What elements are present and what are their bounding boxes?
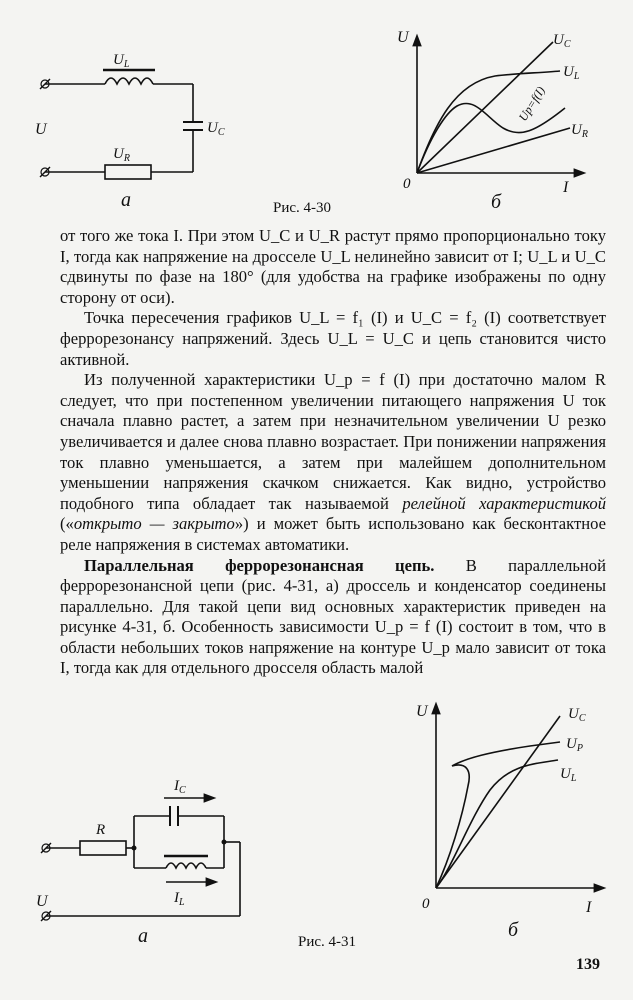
fig30-caption: Рис. 4-30 bbox=[273, 200, 332, 216]
fig31-graph bbox=[410, 698, 610, 948]
label-uc: $U_C$ bbox=[207, 120, 225, 138]
label-uc: $U_C$ bbox=[553, 32, 571, 50]
axis-u: U bbox=[397, 29, 409, 46]
fig30-graph bbox=[395, 28, 605, 213]
label-ul: $U_L$ bbox=[560, 766, 577, 784]
panel-label-b: б bbox=[491, 191, 502, 213]
label-ur: $U_R$ bbox=[571, 122, 588, 140]
curve-uc bbox=[436, 716, 560, 888]
origin: 0 bbox=[422, 896, 430, 912]
body-text bbox=[60, 226, 606, 679]
paragraph-2: Точка пересечения графиков U_L = f₁ (I) и U_C = f₂ (I) соответствует феррорезонансу напряжений. Здесь U_L = U_C и цепь становится чисто активной. bbox=[60, 308, 606, 369]
panel-label-a: а bbox=[121, 189, 131, 211]
label-u: U bbox=[35, 121, 47, 138]
curve-up bbox=[436, 742, 560, 888]
label-r: R bbox=[96, 822, 106, 838]
label-il: $I_L$ bbox=[174, 890, 185, 908]
label-up: $U_P$ bbox=[566, 736, 583, 754]
panel-label-b: б bbox=[508, 919, 519, 941]
fig31-caption: Рис. 4-31 bbox=[298, 934, 357, 950]
label-up: Up=f(I) bbox=[515, 83, 548, 124]
paragraph-1: от того же тока I. При этом U_C и U_R растут прямо пропорционально току I, тогда как напряжение на дросселе U_L нелинейно зависит от I; U_L и U_C сдвинуты по фазе на 180° (для удобства на графике изображены по одну сторону от оси). bbox=[60, 226, 606, 307]
label-ur: $U_R$ bbox=[113, 146, 130, 164]
paragraph-4: Параллельная феррорезонансная цепь. В параллельной феррорезонансной цепи (рис. 4-31, а) дроссель и конденсатор соединены параллельно. Для такой цепи вид основных характеристик приведен на рисунке 4-31, б. Особенность зависимости U_р = f (I) состоит в том, что в области небольших токов напряжение на контуре U_р мало зависит от тока I, тогда как для отдельного дросселя область малой bbox=[60, 555, 606, 678]
label-ul: $U_L$ bbox=[563, 64, 580, 82]
axis-u: U bbox=[416, 703, 428, 720]
panel-label-a: а bbox=[138, 925, 148, 947]
origin: 0 bbox=[403, 176, 411, 192]
axis-i: I bbox=[563, 179, 569, 196]
axis-i: I bbox=[586, 899, 592, 916]
label-u: U bbox=[36, 893, 48, 910]
page-number: 139 bbox=[576, 956, 600, 973]
fig31-circuit bbox=[30, 770, 250, 945]
label-ul: $U_L$ bbox=[113, 52, 130, 70]
label-ic: $I_C$ bbox=[174, 778, 186, 796]
section-heading: Параллельная феррорезонансная цепь. bbox=[84, 555, 435, 575]
curve-ul bbox=[436, 760, 558, 888]
fig30-circuit bbox=[35, 48, 225, 211]
paragraph-3: Из полученной характеристики U_р = f (I) при достаточно малом R следует, что при постепенном увеличении питающего напряжения U ток сначала плавно растет, а затем при незначительном увеличении U резко увеличивается и далее снова плавно возрастает. При понижении напряжения ток плавно уменьшается, а затем при малейшем дополнительном уменьшении напряжения скачком снижается. Как видно, устройство подобного типа обладает так называемой релейной характеристикой («открыто — закрыто») и может быть использовано как бесконтактное реле напряжения в системах автоматики. bbox=[60, 370, 606, 554]
label-uc: $U_C$ bbox=[568, 706, 586, 724]
curve-up bbox=[417, 103, 565, 173]
